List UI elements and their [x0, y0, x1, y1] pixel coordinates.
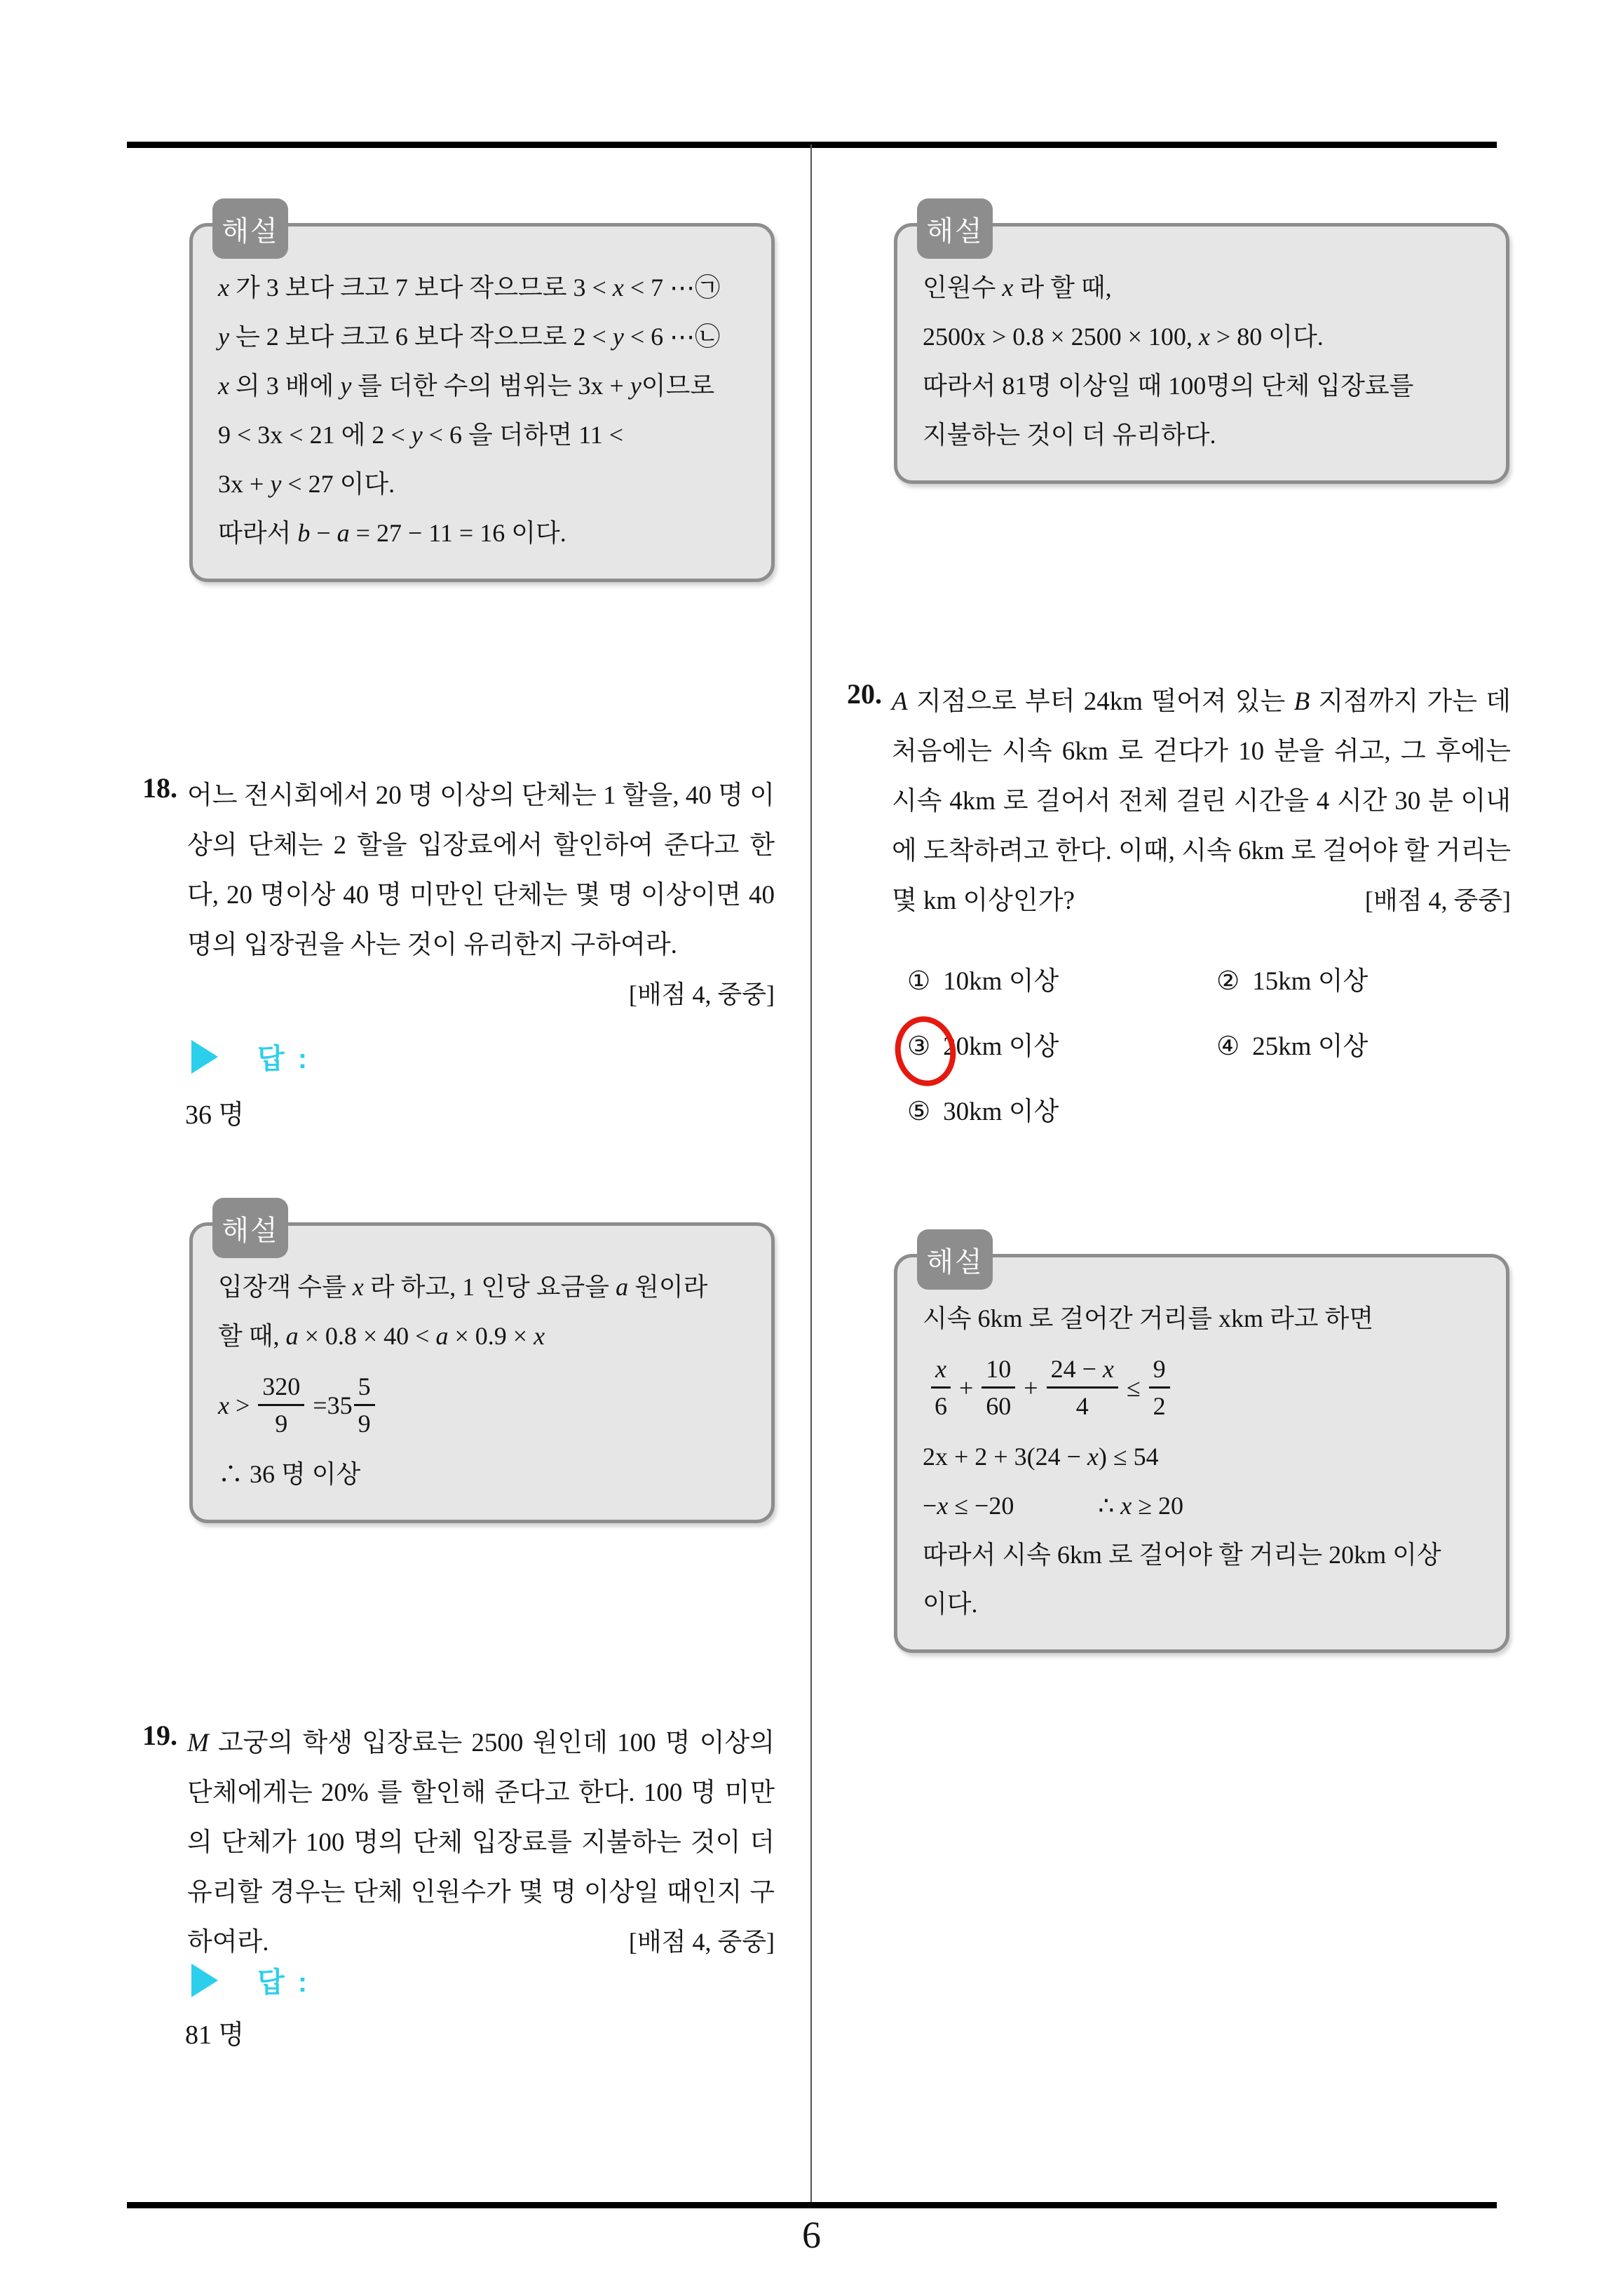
solution-line: 따라서 시속 6km 로 걸어야 할 거리는 20km 이상 — [923, 1541, 1441, 1569]
solution-line: 입장객 수를 x 라 하고, 1 인당 요금을 a 원이라 — [218, 1273, 708, 1301]
fraction: $\frac{320}{9}$ — [258, 1370, 304, 1440]
solution-line: 따라서 b − a = 27 − 11 = 16 이다. — [218, 519, 566, 547]
answer-value-19: 81 명 — [185, 2020, 245, 2050]
solution-tab: 해설 — [212, 198, 288, 259]
choice-marker: ① — [907, 967, 931, 996]
solution-tab: 해설 — [212, 1198, 288, 1258]
solution-line: 지불하는 것이 더 유리하다. — [923, 421, 1216, 449]
solution-line: y 는 2 보다 크고 6 보다 작으므로 2 < y < 6 ⋯㉡ — [218, 323, 721, 351]
answer-marker-18 — [191, 1036, 310, 1076]
selected-choice — [907, 1023, 943, 1071]
solution-line: 2x + 2 + 3(24 − x) ≤ 54 — [923, 1443, 1159, 1471]
problem-text: A 지점으로 부터 24km 떨어져 있는 B 지점까지 가는 데 처음에는 시속 6km 로 걷다가 10 분을 쉬고, 그 후에는 시속 4km 로 걸어서 전체 걸린 시간을 4 시간 30 분 이내에 도착하려고 한다. 이때, 시속 6km 로 걸어야 할 거리는 몇 km 이상인가? [배점 4, 중중] — [892, 677, 1511, 926]
solution-box-3 — [894, 215, 1509, 484]
problem-18 — [130, 771, 775, 1020]
solution-line: 3x + y < 27 이다. — [218, 470, 395, 498]
answer-value-18: 36 명 — [185, 1100, 245, 1130]
answer-arrow-icon — [191, 1964, 218, 1997]
solution-line: 할 때, a × 0.8 × 40 < a × 0.9 × x — [218, 1322, 545, 1350]
footer-rule — [127, 2202, 1497, 2208]
score-tag: [배점 4, 중중] — [628, 980, 775, 1008]
solution-box-2 — [189, 1214, 775, 1523]
choice-1: ① 10km 이상 — [907, 958, 1216, 1006]
solution-equation: x > $\frac{320}{9}$ = 35 $\frac{5}{9}$ — [218, 1370, 746, 1440]
score-tag: [배점 4, 중중] — [628, 1928, 775, 1956]
choice-marker: ③ — [907, 1032, 931, 1061]
problem-text: M 고궁의 학생 입장료는 2500 원인데 100 명 이상의 단체에게는 20% 를 할인해 준다고 한다. 100 명 미만의 단체가 100 명의 단체 입장료를 지불하는 것이 더 유리할 경우는 단체 인원수가 몇 명 이상일 때인지 구하여라. [배점 4, 중중] — [187, 1718, 775, 1967]
problem-20 — [834, 677, 1511, 926]
solution-line: 9 < 3x < 21 에 2 < y < 6 을 더하면 11 < — [218, 421, 624, 449]
choice-2: ② 15km 이상 — [1216, 958, 1368, 1006]
choice-list — [907, 958, 1368, 1136]
choice-marker: ⑤ — [907, 1098, 931, 1126]
solution-line: 인원수 x 라 할 때, — [923, 274, 1112, 302]
column-divider — [810, 144, 812, 2202]
fraction: $\frac{x}{6}$ — [931, 1353, 951, 1422]
solution-line: 이다. — [923, 1590, 978, 1618]
solution-line: 2500x > 0.8 × 2500 × 100, x > 80 이다. — [923, 323, 1324, 351]
solution-tab: 해설 — [917, 198, 993, 259]
solution-line: x 의 3 배에 y 를 더한 수의 범위는 3x + y이므로 — [218, 372, 715, 400]
solution-line: −x ≤ −20 ∴ x ≥ 20 — [923, 1492, 1184, 1520]
fraction: $\frac{24 - x}{4}$ — [1047, 1353, 1118, 1422]
problem-number: 20. — [847, 678, 882, 710]
page-number: 6 — [802, 2214, 821, 2256]
solution-tab: 해설 — [917, 1229, 993, 1290]
choice-5: ⑤ 30km 이상 — [907, 1088, 1216, 1136]
choice-4: ④ 25km 이상 — [1216, 1023, 1368, 1071]
fraction: $\frac{9}{2}$ — [1149, 1353, 1170, 1422]
problem-number: 19. — [142, 1720, 177, 1751]
problem-text: 어느 전시회에서 20 명 이상의 단체는 1 할을, 40 명 이상의 단체는 2 할을 입장료에서 할인하여 준다고 한다, 20 명이상 40 명 미만인 단체는 몇 명 이상이면 40 명의 입장권을 사는 것이 유리한지 구하여라. — [187, 781, 775, 959]
solution-line: x 가 3 보다 크고 7 보다 작으므로 3 < x < 7 ⋯㉠ — [218, 274, 721, 302]
fraction: $\frac{5}{9}$ — [354, 1370, 375, 1440]
choice-marker: ② — [1216, 967, 1240, 996]
solution-line: 따라서 81명 이상일 때 100명의 단체 입장료를 — [923, 372, 1414, 400]
score-tag: [배점 4, 중중] — [1364, 886, 1511, 914]
problem-19 — [130, 1718, 775, 1967]
answer-label: 답 : — [257, 1967, 311, 1998]
choice-3-selected: ③ 20km 이상 — [907, 1023, 1216, 1071]
answer-marker-19 — [191, 1960, 310, 2000]
solution-line: ∴ 36 명 이상 — [218, 1460, 361, 1488]
solution-box-4 — [894, 1245, 1509, 1653]
problem-number: 18. — [142, 772, 177, 804]
mixed-number: 35 $\frac{5}{9}$ — [327, 1370, 375, 1440]
answer-label: 답 : — [257, 1044, 311, 1074]
choice-marker: ④ — [1216, 1032, 1240, 1061]
solution-box-1 — [189, 215, 775, 582]
header-rule — [127, 142, 1497, 148]
red-circle-mark — [889, 1011, 963, 1092]
solution-equation: $\frac{x}{6}$ + $\frac{10}{60}$ + $\frac{24 - x}{4}$ ≤ $\frac{9}{2}$ — [923, 1353, 1481, 1422]
answer-arrow-icon — [191, 1040, 218, 1074]
solution-line: 시속 6km 로 걸어간 거리를 xkm 라고 하면 — [923, 1304, 1374, 1332]
fraction: $\frac{10}{60}$ — [982, 1353, 1015, 1422]
